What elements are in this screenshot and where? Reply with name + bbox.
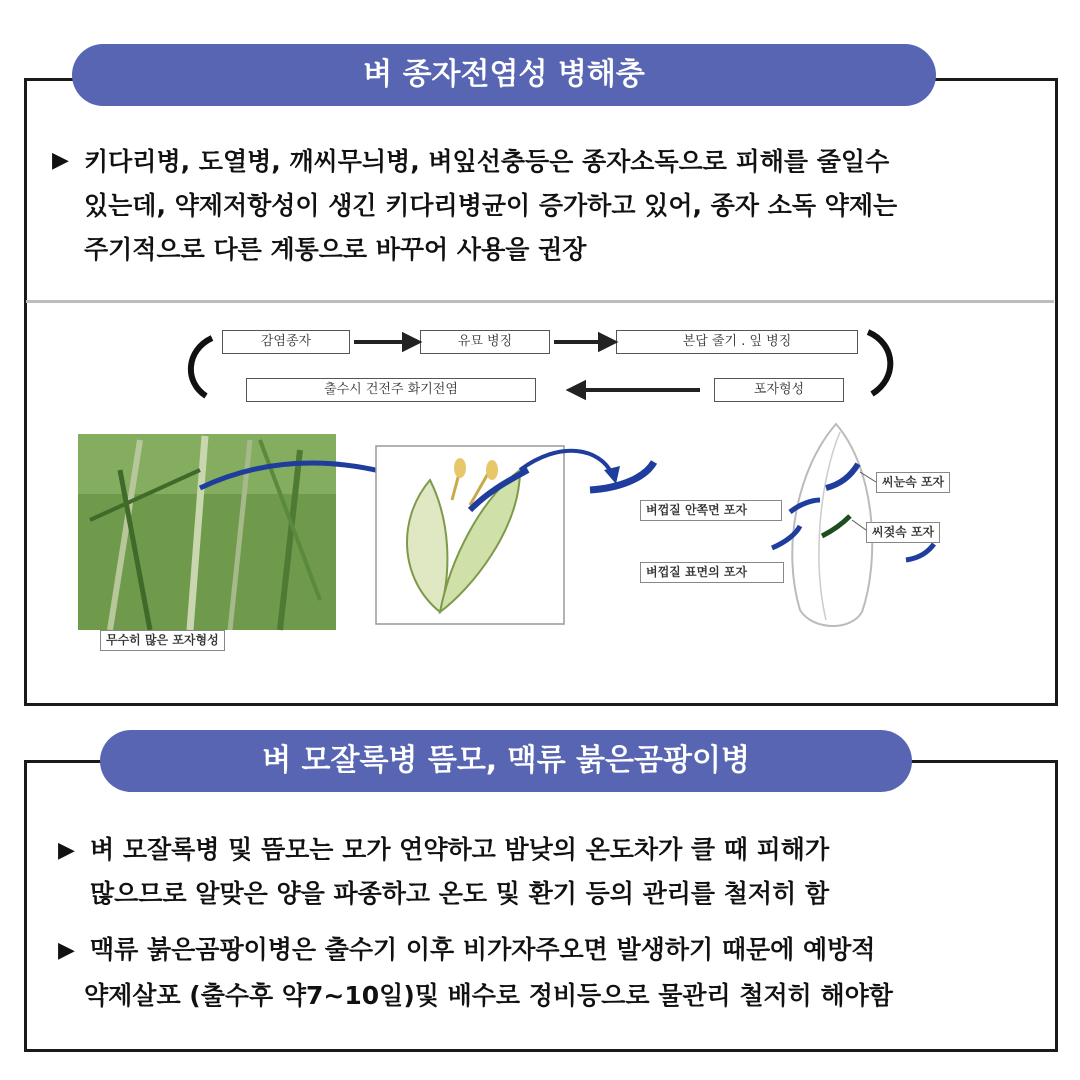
section2-bullet-2: ▶ xyxy=(58,938,75,963)
section1-line-2: 있는데, 약제저항성이 생긴 키다리병균이 증가하고 있어, 종자 소독 약제는 xyxy=(84,191,898,220)
label-husk-surface-spore: 벼껍질 표면의 포자 xyxy=(640,562,784,583)
left-bracket xyxy=(191,338,212,396)
flow-arrows xyxy=(354,335,700,397)
section1-line-3: 주기적으로 다른 계통으로 바꾸어 사용을 권장 xyxy=(84,235,587,264)
section2-item1-line1: 벼 모잘록병 및 뜸모는 모가 연약하고 밤낮의 온도차가 클 때 피해가 xyxy=(90,835,830,864)
flow-infected-seed: 감염종자 xyxy=(222,330,350,354)
label-endosperm-spore: 씨젖속 포자 xyxy=(866,522,940,543)
flow-spore-formation: 포자형성 xyxy=(714,378,844,402)
label-inner-husk-spore: 벼껍질 안쪽면 포자 xyxy=(640,500,782,521)
right-bracket xyxy=(868,332,890,394)
section2-bullet-1: ▶ xyxy=(58,838,75,863)
section1-bullet: ▶ xyxy=(52,148,69,173)
section2-item2-line1: 맥류 붉은곰팡이병은 출수기 이후 비가자주오면 발생하기 때문에 예방적 xyxy=(90,935,876,964)
spore-mark-1 xyxy=(590,462,654,490)
label-embryo-spore: 씨눈속 포자 xyxy=(876,472,950,493)
section1-title: 벼 종자전염성 병해충 xyxy=(72,44,936,106)
flow-flower-infection: 출수시 건전주 화기전염 xyxy=(246,378,536,402)
section2-item2-line2: 약제살포 (출수후 약7~10일)및 배수로 정비등으로 물관리 철저히 해야함 xyxy=(84,981,893,1010)
flow-seedling-symptom: 유묘 병징 xyxy=(420,330,550,354)
photo-caption: 무수히 많은 포자형성 xyxy=(100,630,225,651)
section2-item1-line2: 많으므로 알맞은 양을 파종하고 온도 및 환기 등의 관리를 철저히 함 xyxy=(90,879,830,908)
section1-line-1: 키다리병, 도열병, 깨씨무늬병, 벼잎선충등은 종자소독으로 피해를 줄일수 xyxy=(84,147,890,176)
section2-title: 벼 모잘록병 뜸모, 맥류 붉은곰팡이병 xyxy=(100,730,912,792)
flow-field-symptom: 본답 줄기 . 잎 병징 xyxy=(616,330,858,354)
